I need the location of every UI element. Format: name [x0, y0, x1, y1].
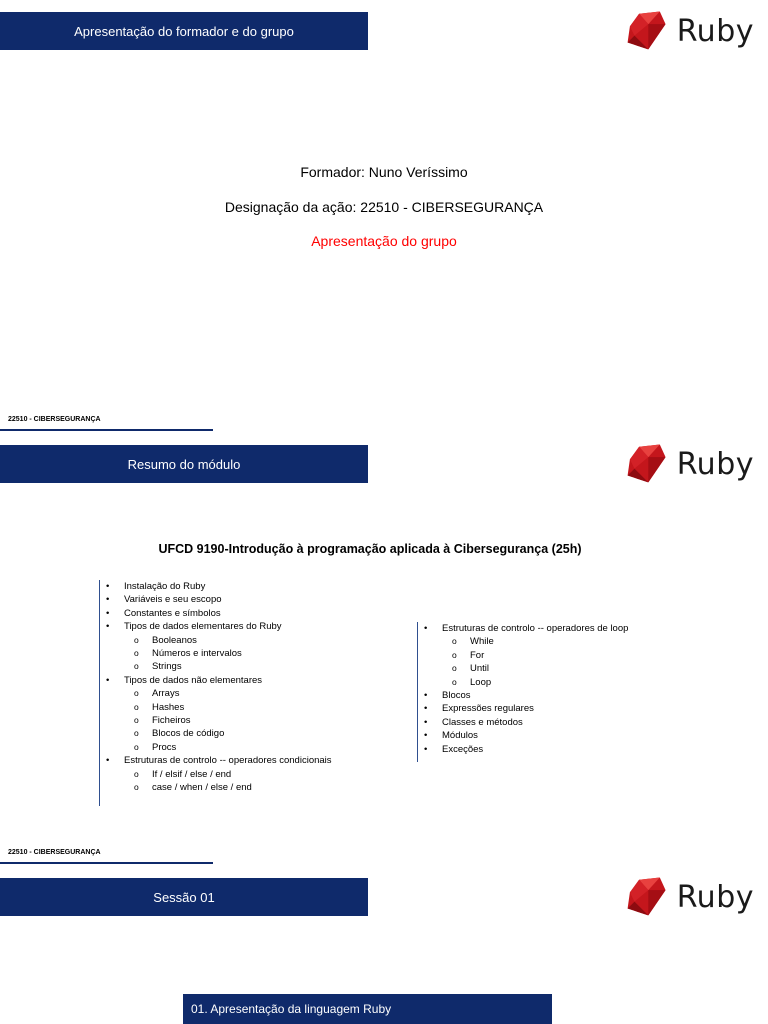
logo-text: Ruby [676, 879, 754, 915]
subtopic-item: o Ficheiros [100, 714, 400, 727]
ruby-gem-icon [623, 874, 669, 920]
topic-item: • Expressões regulares [418, 702, 718, 715]
topic-item: • Classes e métodos [418, 716, 718, 729]
subtopic-item: o Loop [418, 676, 718, 689]
action-line: Designação da ação: 22510 - CIBERSEGURANÇA [224, 199, 544, 215]
section-title: 01. Apresentação da linguagem Ruby [191, 1002, 392, 1016]
topic-item: • Tipos de dados não elementares [100, 674, 400, 687]
logo-text: Ruby [676, 13, 754, 49]
trainer-line: Formador: Nuno Veríssimo [300, 164, 468, 180]
subtopic-item: o Blocos de código [100, 727, 400, 740]
topic-item: • Tipos de dados elementares do Ruby [100, 620, 400, 633]
banner-title: Resumo do módulo [127, 456, 241, 472]
subtopic-item: o Arrays [100, 687, 400, 700]
subtopic-item: o Procs [100, 741, 400, 754]
group-line: Apresentação do grupo [311, 233, 457, 249]
footer-label: 22510 - CIBERSEGURANÇA [8, 416, 101, 423]
footer-label: 22510 - CIBERSEGURANÇA [8, 849, 101, 856]
subtopic-item: o Hashes [100, 701, 400, 714]
subtopic-item: o Números e intervalos [100, 647, 400, 660]
banner-title: Sessão 01 [153, 889, 215, 905]
topic-item: • Constantes e símbolos [100, 607, 400, 620]
topic-item: • Instalação do Ruby [100, 580, 400, 593]
section-title-box [183, 994, 552, 1024]
topic-item: • Blocos [418, 689, 718, 702]
ruby-logo [623, 874, 754, 920]
topic-item: • Estruturas de controlo -- operadores de loop [418, 622, 718, 635]
module-title: UFCD 9190-Introdução à programação aplicada à Cibersegurança (25h) [158, 542, 582, 556]
subtopic-item: o Until [418, 662, 718, 675]
topic-item: • Módulos [418, 729, 718, 742]
topic-item: • Variáveis e seu escopo [100, 593, 400, 606]
subtopic-item: o case / when / else / end [100, 781, 400, 794]
subtopic-item: o While [418, 635, 718, 648]
topic-item: • Estruturas de controlo -- operadores condicionais [100, 754, 400, 767]
subtopic-item: o For [418, 649, 718, 662]
subtopic-item: o Booleanos [100, 634, 400, 647]
logo-text: Ruby [676, 446, 754, 482]
slide-banner [0, 878, 368, 916]
subtopic-item: o If / elsif / else / end [100, 768, 400, 781]
topic-item: • Exceções [418, 743, 718, 756]
banner-title: Apresentação do formador e do grupo [74, 23, 294, 39]
subtopic-item: o Strings [100, 660, 400, 673]
